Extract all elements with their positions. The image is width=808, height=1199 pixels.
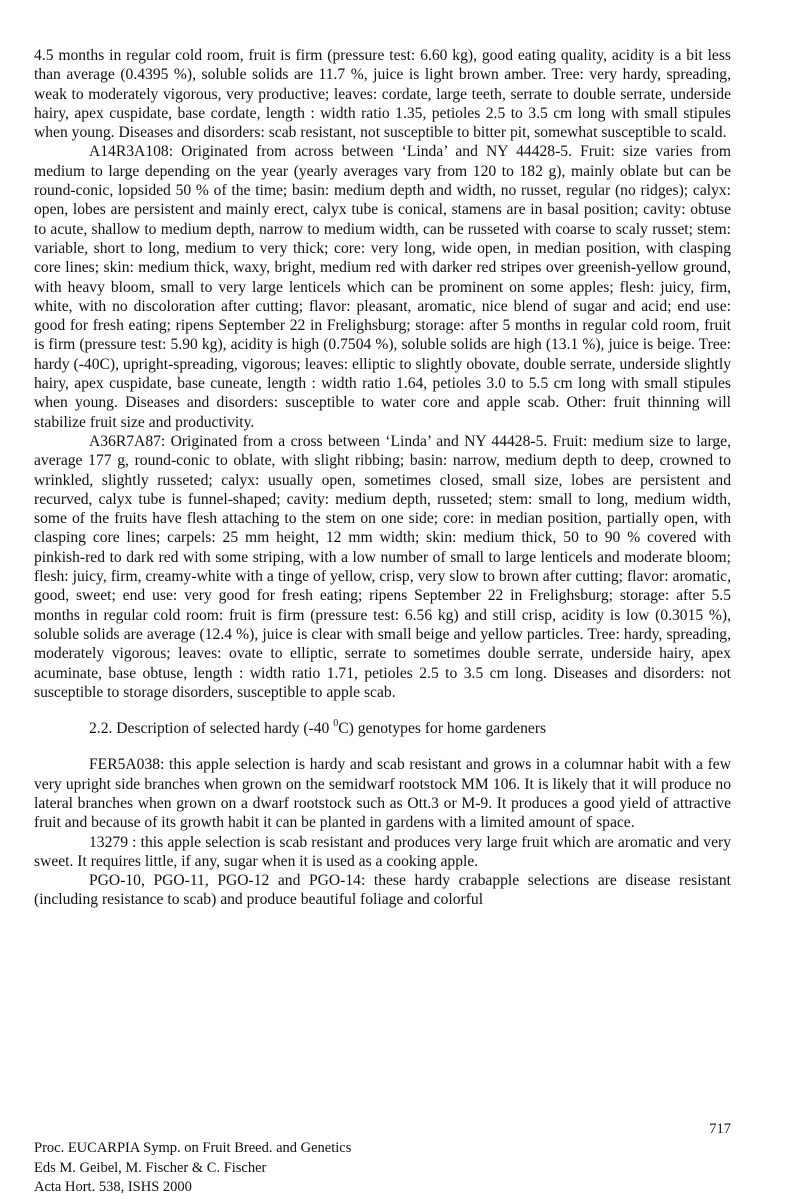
heading-text-before: 2.2. Description of selected hardy (-40 bbox=[89, 720, 334, 738]
paragraph-a36r7a87: A36R7A87: Originated from a cross between ‘Linda’ and NY 44428-5. Fruit: medium size to large, average 177 g, round-conic to oblate, with slight ribbing; basin: narrow, medium depth to deep, crowned to wrinkled, slightly russeted; calyx: usually open, sometimes closed, small size, lobes are persistent and recurved, calyx tube is funnel-shaped; cavity: medium depth, russeted; stem: small to long, medium width, some of the fruits have flesh attaching to the stem on one side; core: in median position, partially open, with clasping core lines; carpels: 25 mm height, 12 mm width; skin: medium thick, 50 to 90 % covered with pinkish-red to dark red with some striping, with a low number of small to large lenticels and moderate bloom; flesh: juicy, firm, creamy-white with a tinge of yellow, crisp, very slow to brown after cutting; flavor: aromatic, good, sweet; end use: very good for fresh eating; ripens September 22 in Frelighsburg; storage: after 5.5 months in regular cold room: fruit is firm (pressure test: 6.56 kg) and still crisp, acidity is low (0.3015 %), soluble solids are average (12.4 %), juice is clear with small beige and yellow particles. Tree: hardy, spreading, moderately vigorous; leaves: ovate to elliptic, serrate to sometimes double serrate, underside hairy, apex acuminate, base obtuse, length : width ratio 1.71, petioles 2.5 to 3.5 cm long. Diseases and disorders: not susceptible to storage disorders, susceptible to apple scab. bbox=[34, 432, 731, 701]
paragraph-continued: 4.5 months in regular cold room, fruit is firm (pressure test: 6.60 kg), good eating quality, acidity is a bit less than average (0.4395 %), soluble solids are 11.7 %, juice is light brown amber. Tree: very hardy, spreading, weak to moderately vigorous, very productive; leaves: cordate, large teeth, serrate to double serrate, underside hairy, apex cuspidate, base cordate, length : width ratio 1.35, petioles 2.5 to 3.5 cm long with small stipules when young. Diseases and disorders: scab resistant, not susceptible to bitter pit, somewhat susceptible to scald. bbox=[34, 47, 731, 142]
page-number: 717 bbox=[709, 1121, 731, 1137]
section-heading bbox=[89, 719, 731, 738]
heading-text-after: C) genotypes for home gardeners bbox=[338, 720, 547, 738]
heading-superscript: 0 bbox=[333, 717, 339, 729]
main-text bbox=[34, 46, 731, 910]
footer-citation bbox=[34, 1139, 634, 1198]
paragraph-13279: 13279 : this apple selection is scab resistant and produces very large fruit which are aromatic and very sweet. It requires little, if any, sugar when it is used as a cooking apple. bbox=[34, 833, 731, 870]
footer-line-proceedings: Proc. EUCARPIA Symp. on Fruit Breed. and Genetics bbox=[34, 1140, 352, 1156]
footer-line-editors: Eds M. Geibel, M. Fischer & C. Fischer bbox=[34, 1159, 267, 1176]
paragraph-a14r3a108: A14R3A108: Originated from across between ‘Linda’ and NY 44428-5. Fruit: size varies from medium to large depending on the year (yearly averages vary from 120 to 182 g), mainly oblate but can be round-conic, lopsided 50 % of the time; basin: medium depth and width, no russet, regular (no ridges); calyx: open, lobes are persistent and mainly erect, calyx tube is conical, stamens are in basal position; cavity: obtuse to acute, shallow to medium depth, narrow to medium width, can be russeted with coarse to scaly russet; stem: variable, short to long, medium to very thick; core: very long, wide open, in median position, with clasping core lines; skin: medium thick, waxy, bright, medium red with darker red stripes over greenish-yellow ground, with heavy bloom, small to very large lenticels which can be prominent on some apples; flesh: juicy, firm, white, with no discoloration after cutting; flavor: pleasant, aromatic, nice blend of sugar and acid; end use: good for fresh eating; ripens September 22 in Frelighsburg; storage: after 5 months in regular cold room, fruit is firm (pressure test: 5.90 kg), acidity is high (0.7504 %), soluble solids are high (13.1 %), juice is beige. Tree: hardy (-40C), upright-spreading, vigorous; leaves: elliptic to slightly obovate, double serrate, underside slightly hairy, apex cuspidate, base cuneate, length : width ratio 1.64, petioles 3.0 to 5.5 cm long with small stipules when young. Diseases and disorders: susceptible to water core and apple scab. Other: fruit thinning will stabilize fruit size and productivity. bbox=[34, 143, 731, 431]
paragraph-pgo: PGO-10, PGO-11, PGO-12 and PGO-14: these hardy crabapple selections are disease resistant (including resistance to scab) and produce beautiful foliage and colorful bbox=[34, 872, 731, 909]
paragraph-fer5a038: FER5A038: this apple selection is hardy and scab resistant and grows in a columnar habit with a few very upright side branches when grown on the semidwarf rootstock MM 106. It is likely that it will produce no lateral branches when grown on a dwarf rootstock such as Ott.3 or M-9. It produces a good yield of attractive fruit and because of its growth habit it can be planted in gardens with a limited amount of space. bbox=[34, 756, 731, 832]
footer-line-journal: Acta Hort. 538, ISHS 2000 bbox=[34, 1179, 192, 1195]
